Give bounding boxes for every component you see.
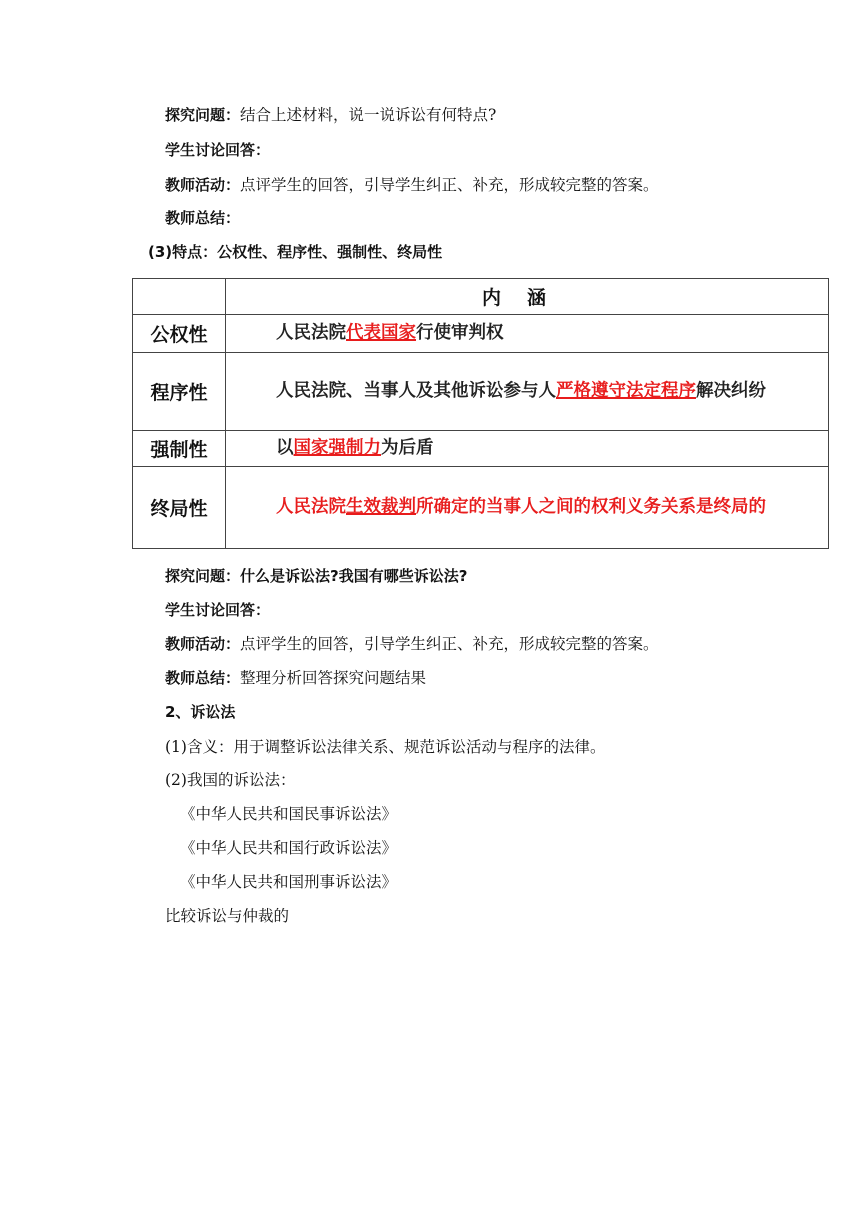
- law-item: 《中华人民共和国民事诉讼法》: [180, 805, 398, 823]
- compare-line: 比较诉讼与仲裁的: [165, 907, 290, 925]
- definition-cell: [226, 467, 829, 549]
- features-table: [132, 278, 829, 549]
- table-header-row: [133, 279, 829, 315]
- teacher-activity-label: 教师活动：: [165, 176, 241, 194]
- teacher-activity-text: 点评学生的回答，引导学生纠正、补充，形成较完整的答案。: [240, 176, 659, 194]
- features-heading: (3)特点：公权性、程序性、强制性、终局性: [148, 243, 443, 261]
- teacher-summary: [165, 668, 426, 688]
- table-row: [133, 353, 829, 431]
- definition-cell: [226, 431, 829, 467]
- teacher-summary-label: 教师总结：: [165, 209, 241, 227]
- def-highlight: 代表国家: [346, 323, 416, 343]
- term-cell: 强制性: [133, 431, 226, 467]
- def-text: 为后盾: [381, 438, 434, 458]
- teacher-activity-label: 教师活动：: [165, 635, 241, 653]
- table-row: [133, 431, 829, 467]
- question-label: 探究问题：: [165, 106, 241, 124]
- table-row: [133, 467, 829, 549]
- def-text: 人民法院、当事人及其他诉讼参与人: [276, 381, 556, 401]
- question-2: [165, 566, 467, 586]
- def-highlight: 严格遵守法定程序: [556, 381, 696, 401]
- definition-cell: [226, 353, 829, 431]
- student-answer-label: 学生讨论回答：: [165, 601, 271, 619]
- header-empty-cell: [133, 279, 226, 315]
- question-text: 什么是诉讼法?我国有哪些诉讼法?: [240, 567, 468, 585]
- def-text: 人民法院: [276, 323, 346, 343]
- term-cell: 程序性: [133, 353, 226, 431]
- def-text: 人民法院: [276, 497, 346, 517]
- def-text: 所确定的当事人之间的权利义务关系是终局的: [416, 497, 766, 517]
- law-item: 《中华人民共和国刑事诉讼法》: [180, 873, 398, 891]
- question-text: 结合上述材料，说一说诉讼有何特点?: [240, 106, 497, 124]
- table-row: [133, 315, 829, 353]
- teacher-activity: [165, 175, 659, 195]
- question-1: [165, 105, 496, 125]
- meaning-line: (1)含义：用于调整诉讼法律关系、规范诉讼活动与程序的法律。: [165, 738, 606, 756]
- our-laws-heading: (2)我国的诉讼法：: [165, 771, 296, 789]
- def-highlight: 生效裁判: [346, 497, 416, 517]
- def-highlight: 国家强制力: [293, 438, 381, 458]
- section-heading: 2、诉讼法: [165, 703, 236, 721]
- def-text: 行使审判权: [416, 323, 504, 343]
- term-cell: 公权性: [133, 315, 226, 353]
- definition-cell: [226, 315, 829, 353]
- def-text: 解决纠纷: [696, 381, 766, 401]
- question-label: 探究问题：: [165, 567, 241, 585]
- teacher-activity-text: 点评学生的回答，引导学生纠正、补充，形成较完整的答案。: [240, 635, 659, 653]
- header-cell: 内涵: [226, 279, 829, 315]
- teacher-activity: [165, 634, 659, 654]
- def-text: 以: [276, 438, 294, 458]
- teacher-summary-label: 教师总结：: [165, 669, 241, 687]
- law-item: 《中华人民共和国行政诉讼法》: [180, 839, 398, 857]
- student-answer-label: 学生讨论回答：: [165, 141, 271, 159]
- teacher-summary-text: 整理分析回答探究问题结果: [240, 669, 427, 687]
- term-cell: 终局性: [133, 467, 226, 549]
